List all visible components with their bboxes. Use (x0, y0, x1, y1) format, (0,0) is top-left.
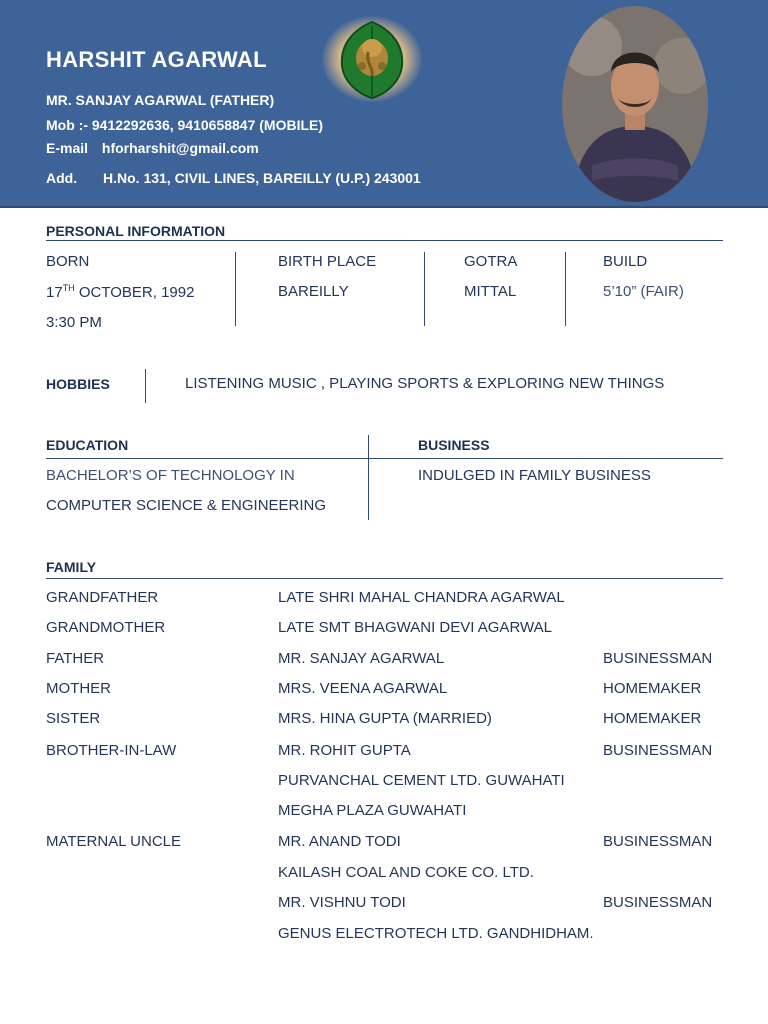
family-relation: GRANDMOTHER (46, 619, 166, 636)
education-business-divider (368, 435, 369, 520)
family-member-name: KAILASH COAL AND COKE CO. LTD. (278, 864, 534, 881)
family-member-name: MR. VISHNU TODI (278, 894, 406, 911)
column-divider (235, 252, 236, 326)
build-value: 5’10” (FAIR) (603, 283, 684, 300)
family-member-name: LATE SMT BHAGWANI DEVI AGARWAL (278, 619, 552, 636)
birthplace-value: BAREILLY (278, 283, 349, 300)
family-member-name: MRS. VEENA AGARWAL (278, 680, 448, 697)
hobbies-value: LISTENING MUSIC , PLAYING SPORTS & EXPLORING NEW THINGS (185, 375, 665, 392)
build-label: BUILD (603, 253, 648, 270)
family-member-name: MR. SANJAY AGARWAL (278, 650, 445, 667)
family-member-name: GENUS ELECTROTECH LTD. GANDHIDHAM. (278, 925, 594, 942)
born-time: 3:30 PM (46, 314, 102, 331)
family-occupation: BUSINESSMAN (603, 650, 713, 667)
profile-photo (562, 6, 708, 202)
family-member-name: LATE SHRI MAHAL CHANDRA AGARWAL (278, 589, 565, 606)
family-member-name: MR. ROHIT GUPTA (278, 742, 411, 759)
family-member-name: MRS. HINA GUPTA (MARRIED) (278, 710, 492, 727)
hobbies-label: HOBBIES (46, 376, 110, 392)
email-label: E-mail (46, 140, 89, 156)
born-day: 17 (46, 284, 63, 301)
column-divider (565, 252, 566, 326)
born-day-suffix: TH (62, 283, 75, 293)
gotra-label: GOTRA (464, 253, 518, 270)
address-label: Add. (46, 170, 78, 186)
family-relation: SISTER (46, 710, 101, 727)
family-occupation: BUSINESSMAN (603, 833, 713, 850)
column-divider (424, 252, 425, 326)
hobbies-divider (145, 369, 146, 403)
personal-info-divider (46, 240, 723, 241)
education-title: EDUCATION (46, 437, 129, 453)
family-member-name: MEGHA PLAZA GUWAHATI (278, 802, 467, 819)
business-title: BUSINESS (418, 437, 490, 453)
family-occupation: HOMEMAKER (603, 710, 702, 727)
email-address: hforharshit@gmail.com (101, 140, 259, 156)
born-label: BORN (46, 253, 90, 270)
business-value: INDULGED IN FAMILY BUSINESS (418, 467, 651, 484)
ganesha-leaf-emblem-icon (322, 16, 422, 102)
education-divider (46, 458, 723, 459)
family-occupation: BUSINESSMAN (603, 894, 713, 911)
address-value: H.No. 131, CIVIL LINES, BAREILLY (U.P.) 243001 (103, 170, 421, 186)
family-relation: GRANDFATHER (46, 589, 159, 606)
birthplace-label: BIRTH PLACE (278, 253, 377, 270)
family-relation: BROTHER-IN-LAW (46, 742, 177, 759)
family-relation: MOTHER (46, 680, 111, 697)
family-title: FAMILY (46, 559, 97, 575)
header-banner (0, 0, 768, 208)
born-month-year: OCTOBER, 1992 (74, 284, 195, 301)
born-date (46, 283, 194, 301)
personal-info-title: PERSONAL INFORMATION (46, 223, 226, 239)
family-occupation: HOMEMAKER (603, 680, 702, 697)
candidate-name: HARSHIT AGARWAL (46, 47, 267, 72)
gotra-value: MITTAL (464, 283, 517, 300)
address-line (46, 170, 421, 186)
family-relation: MATERNAL UNCLE (46, 833, 182, 850)
family-divider (46, 578, 723, 579)
education-line-1: BACHELOR’S OF TECHNOLOGY IN (46, 467, 295, 484)
mobile-numbers: Mob :- 9412292636, 9410658847 (MOBILE) (46, 117, 324, 133)
email-line (46, 140, 259, 156)
family-member-name: PURVANCHAL CEMENT LTD. GUWAHATI (278, 772, 565, 789)
family-relation: FATHER (46, 650, 105, 667)
family-member-name: MR. ANAND TODI (278, 833, 401, 850)
education-line-2: COMPUTER SCIENCE & ENGINEERING (46, 497, 327, 514)
family-occupation: BUSINESSMAN (603, 742, 713, 759)
father-name: MR. SANJAY AGARWAL (FATHER) (46, 92, 275, 108)
